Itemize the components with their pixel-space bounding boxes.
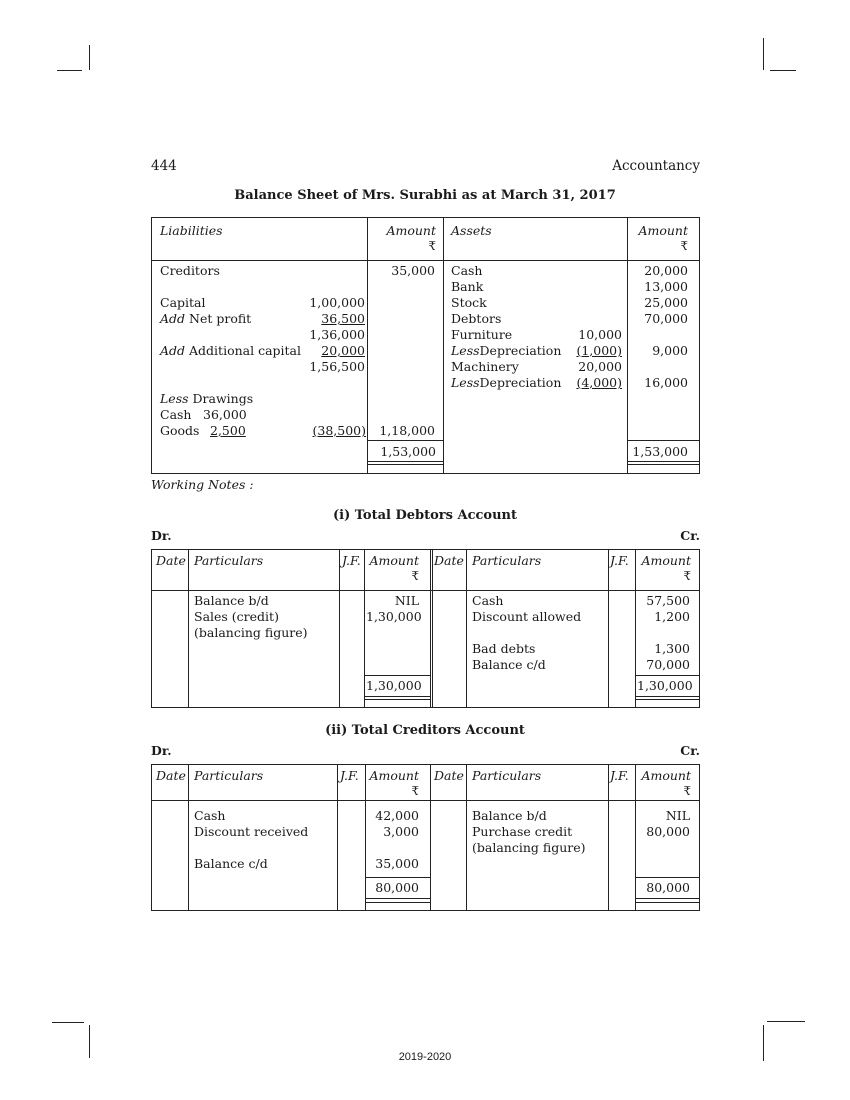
add-label: Add: [160, 343, 186, 358]
cr-label: Cr.: [680, 743, 700, 758]
debtors-dr-total: 1,30,000: [366, 678, 422, 693]
asset-furniture-label: Furniture: [451, 327, 513, 342]
asset-debtors-amount: 70,000: [644, 311, 688, 326]
creditors-dr-total: 80,000: [375, 880, 419, 895]
machinery-depreciation-value: (4,000): [576, 375, 622, 390]
running-head: Accountancy: [612, 158, 700, 174]
capital-value: 1,00,000: [309, 295, 365, 310]
amount-header: Amount: [641, 768, 691, 783]
rupee-symbol: ₹: [428, 239, 436, 253]
asset-bank-label: Bank: [451, 279, 484, 294]
additional-capital-row: [160, 343, 301, 359]
asset-machinery-value: 20,000: [578, 359, 622, 374]
asset-bank-amount: 13,000: [644, 279, 688, 294]
date-header: Date: [434, 553, 464, 568]
furniture-depreciation-row: [451, 343, 561, 359]
machinery-depreciation-row: [451, 375, 561, 391]
date-header: Date: [156, 768, 186, 783]
ledger-amount: 42,000: [375, 808, 419, 823]
drawings-goods-label: Goods: [160, 423, 200, 438]
rupee-symbol: ₹: [411, 569, 419, 583]
footer-year: 2019-2020: [398, 1051, 452, 1063]
jf-header: J.F.: [610, 553, 629, 568]
asset-debtors-label: Debtors: [451, 311, 502, 326]
crop-mark: [89, 45, 90, 70]
ledger-amount: 3,000: [383, 824, 419, 839]
ledger-particulars: Bad debts: [472, 641, 536, 656]
ledger-amount: 57,500: [646, 593, 690, 608]
drawings-cash-value: 36,000: [203, 407, 247, 422]
ledger-particulars: (balancing figure): [194, 625, 308, 640]
amount-header: Amount: [638, 223, 688, 238]
ledger-particulars: Cash: [194, 808, 226, 823]
crop-mark: [767, 1021, 805, 1022]
amount-header: Amount: [641, 553, 691, 568]
dr-label: Dr.: [151, 743, 172, 758]
creditors-amount: 35,000: [391, 263, 435, 278]
creditors-account-title: (ii) Total Creditors Account: [325, 723, 525, 738]
subtotal-value: 1,56,500: [309, 359, 365, 374]
debtors-cr-total: 1,30,000: [637, 678, 693, 693]
jf-header: J.F.: [340, 768, 359, 783]
ledger-particulars: Balance b/d: [194, 593, 269, 608]
net-profit-value: 36,500: [321, 311, 365, 326]
creditors-cr-total: 80,000: [646, 880, 690, 895]
asset-cash-amount: 20,000: [644, 263, 688, 278]
ledger-amount: 1,30,000: [366, 609, 422, 624]
particulars-header: Particulars: [472, 553, 542, 568]
cr-label: Cr.: [680, 528, 700, 543]
liabilities-header: Liabilities: [160, 223, 223, 238]
ledger-particulars: (balancing figure): [472, 840, 586, 855]
ledger-particulars: Balance c/d: [194, 856, 268, 871]
crop-mark: [89, 1025, 90, 1058]
crop-mark: [763, 38, 764, 70]
balance-sheet-title: Balance Sheet of Mrs. Surabhi as at March 31, 2017: [234, 188, 616, 203]
amount-header: Amount: [386, 223, 436, 238]
particulars-header: Particulars: [472, 768, 542, 783]
asset-machinery-label: Machinery: [451, 359, 519, 374]
ledger-amount: NIL: [665, 808, 690, 823]
amount-header: Amount: [369, 768, 419, 783]
crop-mark: [57, 70, 82, 71]
net-profit-label: Net profit: [189, 311, 252, 326]
working-notes-label: Working Notes :: [151, 477, 254, 492]
ledger-particulars: Balance b/d: [472, 808, 547, 823]
capital-label: Capital: [160, 295, 206, 310]
subtotal-value: 1,36,000: [309, 327, 365, 342]
particulars-header: Particulars: [194, 768, 264, 783]
asset-cash-label: Cash: [451, 263, 483, 278]
ledger-particulars: Sales (credit): [194, 609, 279, 624]
rupee-symbol: ₹: [683, 784, 691, 798]
ledger-particulars: Discount allowed: [472, 609, 582, 624]
drawings-goods-value: 2,500: [210, 423, 246, 438]
creditors-label: Creditors: [160, 263, 220, 278]
drawings-row: [160, 391, 253, 407]
page-number: 444: [151, 158, 177, 174]
rupee-symbol: ₹: [680, 239, 688, 253]
drawings-cash-label: Cash: [160, 407, 192, 422]
furniture-depreciation-value: (1,000): [576, 343, 622, 358]
particulars-header: Particulars: [194, 553, 264, 568]
asset-stock-label: Stock: [451, 295, 487, 310]
drawings-total: (38,500): [312, 423, 366, 438]
additional-capital-label: Additional capital: [189, 343, 301, 358]
capital-net-amount: 1,18,000: [379, 423, 435, 438]
date-header: Date: [156, 553, 186, 568]
assets-header: Assets: [451, 223, 492, 238]
assets-total: 1,53,000: [632, 444, 688, 459]
liabilities-total: 1,53,000: [380, 444, 436, 459]
furniture-net-amount: 9,000: [652, 343, 688, 358]
less-label: Less: [451, 343, 480, 358]
ledger-amount: 80,000: [646, 824, 690, 839]
ledger-particulars: Cash: [472, 593, 504, 608]
less-label: Less: [451, 375, 480, 390]
net-profit-row: [160, 311, 251, 327]
amount-header: Amount: [369, 553, 419, 568]
ledger-amount: 1,200: [654, 609, 690, 624]
date-header: Date: [434, 768, 464, 783]
rupee-symbol: ₹: [411, 784, 419, 798]
ledger-amount: 35,000: [375, 856, 419, 871]
drawings-label: Drawings: [192, 391, 254, 406]
crop-mark: [763, 1025, 764, 1061]
ledger-amount: 70,000: [646, 657, 690, 672]
less-label: Less: [160, 391, 189, 406]
ledger-particulars: Balance c/d: [472, 657, 546, 672]
rupee-symbol: ₹: [683, 569, 691, 583]
crop-mark: [770, 70, 796, 71]
dr-label: Dr.: [151, 528, 172, 543]
ledger-particulars: Discount received: [194, 824, 309, 839]
jf-header: J.F.: [342, 553, 361, 568]
ledger-amount: 1,300: [654, 641, 690, 656]
depreciation-label: Depreciation: [479, 375, 562, 390]
add-label: Add: [160, 311, 186, 326]
machinery-net-amount: 16,000: [644, 375, 688, 390]
debtors-account-title: (i) Total Debtors Account: [332, 508, 517, 523]
ledger-particulars: Purchase credit: [472, 824, 573, 839]
depreciation-label: Depreciation: [479, 343, 562, 358]
asset-stock-amount: 25,000: [644, 295, 688, 310]
ledger-amount: NIL: [394, 593, 419, 608]
jf-header: J.F.: [610, 768, 629, 783]
crop-mark: [52, 1022, 84, 1023]
additional-capital-value: 20,000: [321, 343, 365, 358]
asset-furniture-value: 10,000: [578, 327, 622, 342]
